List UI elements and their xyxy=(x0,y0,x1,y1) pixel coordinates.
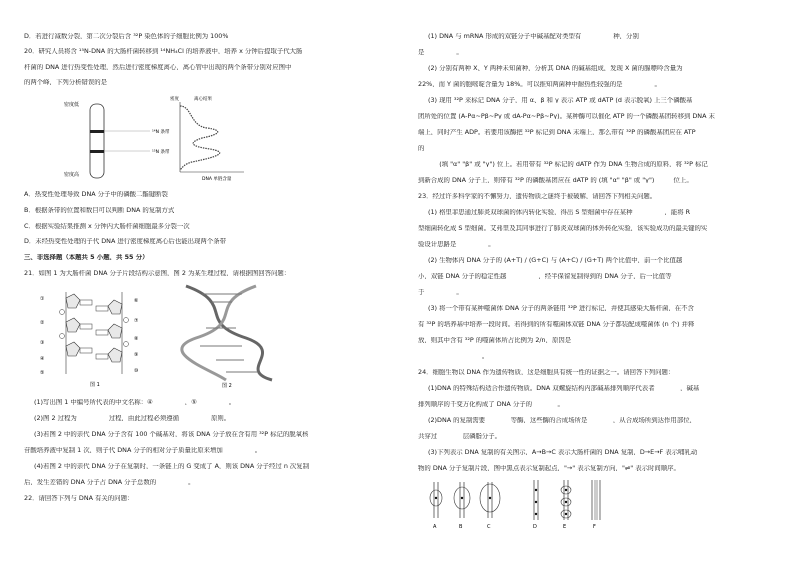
q23-line: 型细菌转化成 S 型细菌。艾弗里及其同事进行了肺炎双球菌的体外转化实验，该实验成功的最关键的实 xyxy=(418,225,708,232)
q19-option-d: D．若进行减数分裂，第二次分裂后含 ³²P 染色体的子细胞比例为 100% xyxy=(24,33,229,40)
q21-stem: 21．如图 1 为大肠杆菌 DNA 分子片段结构示意图，图 2 为某生理过程，请根据图回答问题： xyxy=(24,270,291,277)
q23-line: 于__________。 xyxy=(418,289,463,296)
q20-stem-line: 20．研究人员将含 ¹⁵N-DNA 的大肠杆菌转移到 ¹⁴NH₄Cl 的培养液中，培养 x 分钟后提取子代大肠 xyxy=(24,48,303,55)
q22-line: (2) 分别有两种 X、Y 两种未知菌种，分析其 DNA 的碱基组成，发现 X 菌的腺嘌呤含量为 xyxy=(428,65,683,72)
q23-line: 放，则其中含有 ³²P 的噬菌体所占比例为 2/n，原因是__________________________ xyxy=(418,337,655,344)
q23-line: 验设计思路是__________。 xyxy=(418,241,495,248)
replication-a xyxy=(430,482,442,530)
q21-subquestion: (2)图 2 过程为__________过程，由此过程必须遵循__________原则。 xyxy=(34,415,231,422)
fig24-label: E xyxy=(563,524,567,530)
q23-line: 小，双链 DNA 分子的稳定性越__________，经半保留复制得到的 DNA 分子，后一比值等 xyxy=(418,273,672,280)
q21-subquestion: 后，发生差错的 DNA 分子占 DNA 分子总数的__________。 xyxy=(24,479,195,486)
q20-option: A．热变性处理导致 DNA 分子中的磷酸二酯键断裂 xyxy=(24,191,168,198)
fig1-label: ⑨ xyxy=(134,352,139,358)
q21-figures xyxy=(36,282,286,390)
band-14n xyxy=(90,130,104,133)
q20-option: B．根据条带的位置和数目可以判断 DNA 的复制方式 xyxy=(24,207,175,214)
centrifuge-tube xyxy=(90,104,104,178)
replication-b xyxy=(454,482,470,530)
q20-figure xyxy=(62,92,252,184)
q24-line: (2)DNA 的复制需要________等酶，这些酶的合成场所是________，从合成场所到达作用部位， xyxy=(428,417,696,424)
fig24-label: A xyxy=(433,524,437,530)
fig1-label: ② xyxy=(40,320,45,326)
q22-line: (1) DNA 与 mRNA 形成的双链分子中碱基配对类型有__________种，分别 xyxy=(428,33,639,40)
q23-line: (3) 将一个带有某种噬菌体 DNA 分子的两条链用 ³²P 进行标记，并使其感染大肠杆菌，在不含 xyxy=(428,305,694,312)
fig1-caption: 图 1 xyxy=(90,382,100,388)
tube-low-label: 密度低 xyxy=(64,102,80,108)
q23-line: 有 ³²P 的培养基中培养一段时间。若得到的所有噬菌体双链 DNA 分子都装配成噬菌体 (n 个) 并释 xyxy=(418,321,695,328)
fig1-label: ③ xyxy=(40,340,45,346)
result-label: 离心结果 xyxy=(194,97,212,102)
fig24-label: B xyxy=(459,524,463,530)
q24-line: 共穿过________层磷脂分子。 xyxy=(418,433,502,440)
q22-line: 是__________。 xyxy=(418,49,463,56)
q24-line: (1)DNA 的特殊结构适合作遗传物质。DNA 双螺旋结构内部碱基排列顺序代表者________，碱基 xyxy=(428,385,700,392)
replication-d xyxy=(533,480,538,530)
q20-stem-line: 的两个峰，下列分析错误的是 xyxy=(24,79,108,86)
fig2-caption: 图 2 xyxy=(222,383,232,389)
tube-high-label: 密度高 xyxy=(64,172,80,178)
q24-line: 物的 DNA 分子复制片段，图中黑点表示复制起点，"→" 表示复制方向，"⇌" 表示时间顺序。 xyxy=(418,465,680,472)
fig1-label: ⑩ xyxy=(134,368,139,374)
density-label: 密度 xyxy=(170,97,179,102)
fig1-label: ⑦ xyxy=(134,318,139,324)
q24-line: 排列顺序的千变万化构成了 DNA 分子的________。 xyxy=(418,401,564,408)
section-heading: 三、非选择题（本题共 5 小题，共 55 分） xyxy=(24,254,149,261)
q23-line: (2) 生物体内 DNA 分子的 (A+T) / (G+C) 与 (A+C) / (G+T) 两个比值中，前一个比值越 xyxy=(428,257,683,264)
q21-subquestion: (4)若图 2 中的亲代 DNA 分子在复制时，一条链上的 G 变成了 A，则该 DNA 分子经过 n 次复制 xyxy=(34,463,310,470)
q22-line: 22%，而 Y 菌的胞嘧啶含量为 18%。可以推知两菌种中耐热性较强的是__________。 xyxy=(418,81,661,88)
q24-line: (3)下列表示 DNA 复制的有关图示，A→B→C 表示大肠杆菌的 DNA 复制，D→E→F 表示哺乳动 xyxy=(428,449,698,456)
fig24-label: C xyxy=(487,524,491,530)
q24-line: 24．细胞生物以 DNA 作为遗传物质，这是细胞具有统一性的证据之一。请回答下列问题： xyxy=(418,369,675,376)
density-curve xyxy=(180,106,220,170)
fig1-label: ⑥ xyxy=(134,298,139,304)
replication-c xyxy=(480,482,500,530)
fig1-label: ① xyxy=(40,296,45,302)
q21-subquestion: 苷酸培养液中复制 1 次，则子代 DNA 分子的相对分子质量比原来增加__________。 xyxy=(24,447,262,454)
fig24-label: F xyxy=(593,524,596,530)
q22-line: ______ (填 "α" "β" 或 "γ") 位上。若用带有 ³²P 标记的 dATP 作为 DNA 生物合成的原料，将 ³²P 标记 xyxy=(418,161,708,168)
q21-subquestion: (1)写出图 1 中编号所代表的中文名称：④__________，⑤__________。 xyxy=(34,399,236,406)
q23-line: ____________________。 xyxy=(418,353,489,360)
band-15n xyxy=(90,150,104,153)
fig1-label: ⑧ xyxy=(134,336,139,342)
q21-subquestion: (3)若图 2 中的亲代 DNA 分子含有 100 个碱基对，将该 DNA 分子放在含有用 ³²P 标记的脱氧核 xyxy=(34,431,309,438)
xaxis-label: DNA 单链含量 xyxy=(202,177,232,182)
fig1-label: ④ xyxy=(40,356,45,362)
double-helix-diagram xyxy=(182,286,272,389)
band-14n-label: ¹⁴N 条带 xyxy=(152,130,170,135)
q23-line: (1) 格里菲思通过肺炎双球菌的体内转化实验，得出 S 型细菌中存在某种__________，能将 R xyxy=(428,209,691,216)
q20-stem-line: 杆菌的 DNA 进行热变性处理，然后进行密度梯度离心，离心管中出现的两个条带分别对应图中 xyxy=(24,64,292,71)
fig1-label: ⑤ xyxy=(40,370,45,376)
q20-option: D．未经热变性处理的子代 DNA 进行密度梯度离心后也能出现两个条带 xyxy=(24,238,226,245)
q22-stem: 22．请回答下列与 DNA 有关的问题： xyxy=(24,495,134,502)
replication-e xyxy=(561,480,571,530)
q22-line: 的 xyxy=(418,145,425,152)
q22-line: 端上，同时产生 ADP。若要用该酶把 ³²P 标记到 DNA 末端上，那么带有 ³²P 的磷酸基团应在 ATP xyxy=(418,129,696,136)
q23-line: 23．经过许多科学家的不懈努力，遗传物质之谜终于被破解，请回答下列相关问题。 xyxy=(418,193,657,200)
dna-fragment-diagram xyxy=(40,292,139,388)
q22-line: 到新合成的 DNA 分子上，则带有 ³²P 的磷酸基团应在 dATP 的 (填 "α" "β" 或 "γ")______位上。 xyxy=(418,177,693,184)
q20-option: C．根据实验结果推测 x 分钟内大肠杆菌细胞最多分裂一次 xyxy=(24,223,190,230)
replication-f xyxy=(592,480,600,530)
q24-replication-figure xyxy=(424,478,614,530)
fig24-label: D xyxy=(533,524,537,530)
q22-line: 团所处的位置 (A-Pα~Pβ~Pγ 或 dA-Pα~Pβ~Pγ)。某种酶可以催化 ATP 的一个磷酸基团转移到 DNA 末 xyxy=(418,113,715,120)
q22-line: (3) 现用 ³²P 来标记 DNA 分子，用 α、β 和 γ 表示 ATP 或 dATP (d 表示脱氧) 上三个磷酸基 xyxy=(428,97,693,104)
band-15n-label: ¹⁵N 条带 xyxy=(152,150,170,155)
